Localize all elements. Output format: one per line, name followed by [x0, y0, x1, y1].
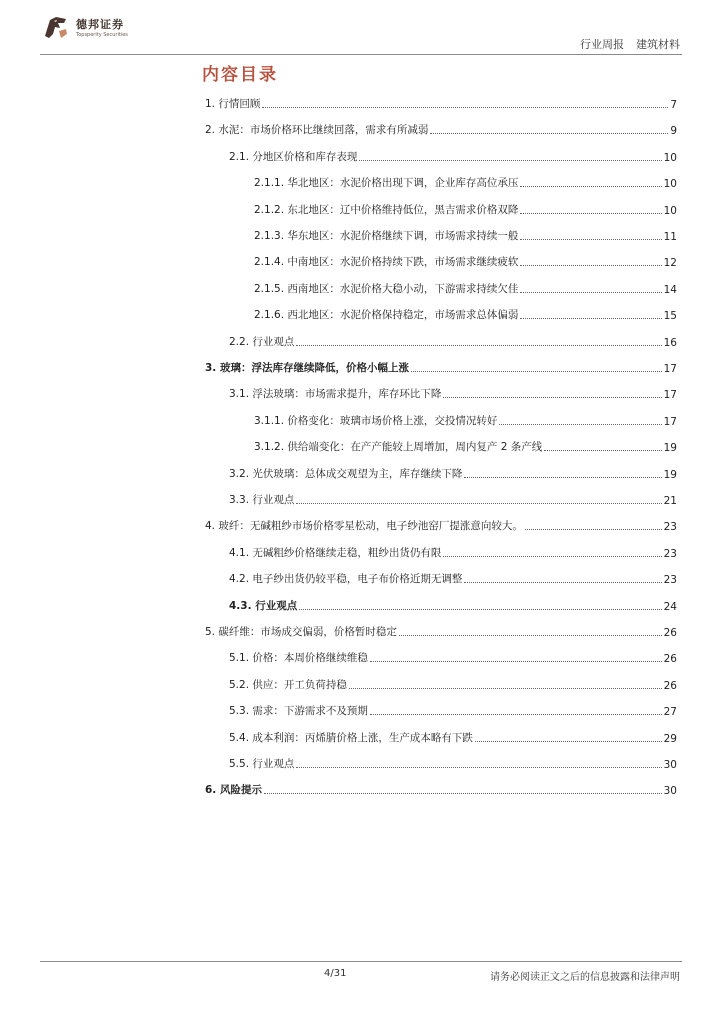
- toc-entry-page: 26: [663, 680, 677, 692]
- toc-dot-leader: [370, 714, 662, 715]
- toc-dot-leader: [475, 741, 662, 742]
- toc-dot-leader: [296, 503, 661, 504]
- toc-entry[interactable]: [254, 282, 677, 296]
- toc-entry[interactable]: [229, 493, 677, 507]
- toc-dot-leader: [349, 688, 662, 689]
- toc-dot-leader: [370, 661, 662, 662]
- toc-entry-page: 15: [663, 310, 677, 322]
- toc-entry[interactable]: [254, 440, 677, 454]
- toc-entry[interactable]: [229, 651, 677, 665]
- toc-dot-leader: [411, 371, 662, 372]
- toc-dot-leader: [520, 265, 661, 266]
- toc-entry-page: 14: [663, 284, 677, 296]
- toc-entry-page: 30: [663, 759, 677, 771]
- toc-dot-leader: [520, 239, 661, 240]
- toc-entry-label: 2.1.5. 西南地区：水泥价格大稳小动，下游需求持续欠佳: [254, 283, 519, 295]
- toc-entry-label: 4.2. 电子纱出货仍较平稳，电子布价格近期无调整: [229, 573, 463, 585]
- toc-entry-label: 3.1.1. 价格变化：玻璃市场价格上涨，交投情况转好: [254, 415, 498, 427]
- toc-entry-label: 3.1.2. 供给端变化：在产产能较上周增加，周内复产 2 条产线: [254, 441, 543, 453]
- toc-entry-label: 6. 风险提示: [205, 784, 262, 796]
- horse-logo-icon: [42, 14, 70, 42]
- toc-entry[interactable]: [254, 255, 677, 269]
- toc-entry-label: 5.5. 行业观点: [229, 758, 295, 770]
- toc-dot-leader: [296, 767, 661, 768]
- toc-entry-label: 5. 碳纤维：市场成交偏弱，价格暂时稳定: [205, 626, 397, 638]
- toc-entry-page: 27: [663, 706, 677, 718]
- toc-dot-leader: [299, 609, 661, 610]
- toc-entry[interactable]: [205, 97, 677, 111]
- toc-entry-page: 17: [663, 389, 677, 401]
- toc-dot-leader: [399, 635, 662, 636]
- toc-entry[interactable]: [254, 229, 677, 243]
- toc-entry[interactable]: [205, 625, 677, 639]
- header-meta: [580, 36, 680, 52]
- toc-entry[interactable]: [229, 387, 677, 401]
- toc-entry[interactable]: [229, 731, 677, 745]
- toc-entry[interactable]: [229, 678, 677, 692]
- toc-entry-page: 29: [663, 733, 677, 745]
- toc-dot-leader: [262, 107, 668, 108]
- page-number: 4/31: [324, 968, 347, 979]
- toc-entry-page: 23: [663, 548, 677, 560]
- toc-entry[interactable]: [254, 203, 677, 217]
- toc-entry-label: 3. 玻璃：浮法库存继续降低，价格小幅上涨: [205, 362, 409, 374]
- toc-dot-leader: [499, 424, 661, 425]
- toc-entry[interactable]: [229, 572, 677, 586]
- report-type: 行业周报: [580, 38, 624, 51]
- toc-dot-leader: [520, 318, 661, 319]
- toc-title: 内容目录: [202, 65, 278, 85]
- toc-entry[interactable]: [229, 704, 677, 718]
- toc-dot-leader: [464, 582, 661, 583]
- toc-entry-page: 7: [670, 99, 677, 111]
- toc-entry-page: 10: [663, 205, 677, 217]
- header-divider: [40, 54, 682, 55]
- toc-dot-leader: [525, 529, 662, 530]
- toc-entry[interactable]: [254, 308, 677, 322]
- toc-entry-page: 26: [663, 627, 677, 639]
- toc-dot-leader: [520, 186, 661, 187]
- toc-entry[interactable]: [205, 519, 677, 533]
- toc-dot-leader: [520, 292, 661, 293]
- toc-entry-page: 23: [663, 521, 677, 533]
- toc-entry-label: 2.1.4. 中南地区：水泥价格持续下跌，市场需求继续疲软: [254, 256, 519, 268]
- toc-entry-page: 17: [663, 416, 677, 428]
- industry-name: 建筑材料: [636, 38, 680, 51]
- toc-dot-leader: [430, 133, 668, 134]
- toc-entry-label: 2. 水泥：市场价格环比继续回落，需求有所减弱: [205, 124, 429, 136]
- toc-dot-leader: [264, 793, 662, 794]
- toc-entry-page: 12: [663, 257, 677, 269]
- toc-entry-label: 3.3. 行业观点: [229, 494, 295, 506]
- toc-entry-page: 9: [670, 125, 677, 137]
- toc-entry-page: 11: [663, 231, 677, 243]
- toc-entry-page: 19: [663, 442, 677, 454]
- toc-entry[interactable]: [205, 123, 677, 137]
- toc-entry-page: 24: [663, 601, 677, 613]
- toc-dot-leader: [296, 345, 661, 346]
- toc-entry-label: 2.1.2. 东北地区：辽中价格维持低位，黑吉需求价格双降: [254, 204, 519, 216]
- toc-entry-label: 4. 玻纤：无碱粗纱市场价格零星松动，电子纱池窑厂提涨意向较大。: [205, 520, 523, 532]
- toc-entry-label: 2.1. 分地区价格和库存表现: [229, 151, 358, 163]
- toc-entry[interactable]: [254, 176, 677, 190]
- toc-entry-page: 23: [663, 574, 677, 586]
- toc-dot-leader: [464, 477, 661, 478]
- toc-entry-label: 2.1.6. 西北地区：水泥价格保持稳定，市场需求总体偏弱: [254, 309, 519, 321]
- toc-entry-page: 21: [663, 495, 677, 507]
- toc-entry-page: 16: [663, 337, 677, 349]
- toc-entry[interactable]: [229, 150, 677, 164]
- toc-entry-label: 3.1. 浮法玻璃：市场需求提升，库存环比下降: [229, 388, 442, 400]
- toc-entry-label: 5.3. 需求：下游需求不及预期: [229, 705, 368, 717]
- toc-entry-label: 1. 行情回顾: [205, 98, 261, 110]
- toc-dot-leader: [359, 160, 661, 161]
- toc-entry-label: 2.1.3. 华东地区：水泥价格继续下调，市场需求持续一般: [254, 230, 519, 242]
- toc-entry-page: 30: [663, 785, 677, 797]
- toc-entry[interactable]: [229, 467, 677, 481]
- toc-entry-label: 5.4. 成本利润：丙烯腈价格上涨，生产成本略有下跌: [229, 732, 473, 744]
- toc-entry-label: 3.2. 光伏玻璃：总体成交观望为主，库存继续下降: [229, 468, 463, 480]
- logo-english-name: Topsperity Securities: [76, 31, 128, 38]
- disclaimer-note: 请务必阅读正文之后的信息披露和法律声明: [490, 972, 680, 983]
- logo-chinese-name: 德邦证券: [76, 17, 124, 31]
- toc-dot-leader: [443, 397, 661, 398]
- toc-entry[interactable]: [205, 361, 677, 375]
- toc-entry-label: 4.3. 行业观点: [229, 600, 298, 612]
- toc-entry-page: 10: [663, 152, 677, 164]
- toc-entry-page: 10: [663, 178, 677, 190]
- toc-entry-page: 17: [663, 363, 677, 375]
- toc-entry[interactable]: [229, 546, 677, 560]
- toc-entry[interactable]: [229, 599, 677, 613]
- toc-dot-leader: [544, 450, 661, 451]
- toc-entry-label: 2.1.1. 华北地区：水泥价格出现下调，企业库存高位承压: [254, 177, 519, 189]
- company-logo: [42, 14, 128, 42]
- toc-entry[interactable]: [254, 414, 677, 428]
- toc-entry[interactable]: [229, 335, 677, 349]
- toc-entry-label: 5.2. 供应：开工负荷持稳: [229, 679, 347, 691]
- toc-entry[interactable]: [205, 783, 677, 797]
- toc-entry-page: 26: [663, 653, 677, 665]
- footer-divider: [40, 961, 682, 962]
- toc-entry-label: 4.1. 无碱粗纱价格继续走稳，粗纱出货仍有限: [229, 547, 442, 559]
- toc-dot-leader: [443, 556, 661, 557]
- toc-dot-leader: [520, 213, 661, 214]
- toc-entry-label: 2.2. 行业观点: [229, 336, 295, 348]
- toc-entry[interactable]: [229, 757, 677, 771]
- toc-entry-page: 19: [663, 469, 677, 481]
- toc-entry-label: 5.1. 价格：本周价格继续维稳: [229, 652, 368, 664]
